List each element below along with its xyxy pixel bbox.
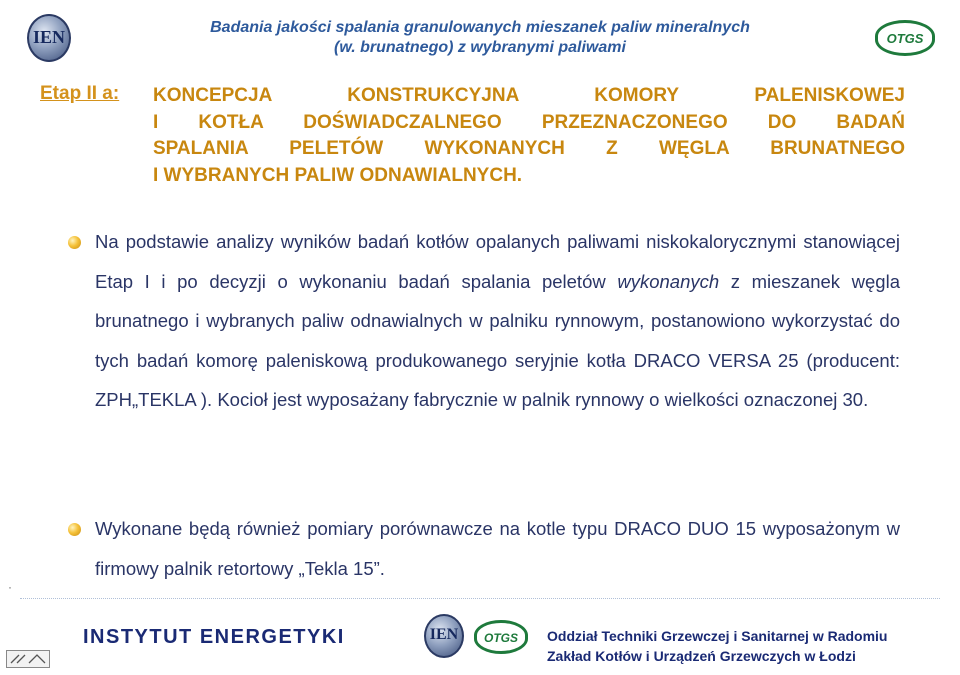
stage-title-line4: I WYBRANYCH PALIW ODNAWIALNYCH. xyxy=(153,164,523,186)
header-title xyxy=(140,18,820,58)
footer-institute: INSTYTUT ENERGETYKI xyxy=(83,626,345,648)
stage-title xyxy=(153,83,905,189)
otgs-logo-footer-text: OTGS xyxy=(483,631,518,645)
header-title-line2: (w. brunatnego) z wybranymi paliwami xyxy=(334,39,626,56)
bullet-icon xyxy=(68,236,81,249)
paragraph-1-italic: wykonanych xyxy=(617,270,720,292)
ien-logo-footer-text: IEN xyxy=(429,626,459,643)
header-title-line1: Badania jakości spalania granulowanych mieszanek paliw mineralnych xyxy=(210,19,750,36)
bullet-icon xyxy=(68,523,81,536)
footer-divider xyxy=(20,598,940,599)
footer-department-line2: Zakład Kotłów i Urządzeń Grzewczych w Łodzi xyxy=(547,648,856,664)
stage-title-line1: KONCEPCJA KONSTRUKCYJNA KOMORY PALENISKOWEJ xyxy=(153,85,905,106)
slide-navigation-icon[interactable] xyxy=(6,650,50,668)
stage-title-line2: I KOTŁA DOŚWIADCZALNEGO PRZEZNACZONEGO DO BADAŃ xyxy=(153,111,905,133)
ien-logo-text: IEN xyxy=(32,27,65,47)
footer-department-line1: Oddział Techniki Grzewczej i Sanitarnej w Radomiu xyxy=(547,628,888,644)
ien-logo-header xyxy=(27,14,71,62)
otgs-logo-header xyxy=(875,20,935,56)
otgs-logo-footer xyxy=(474,620,528,654)
paragraph-1-text-a: Na podstawie analizy wyników badań kotłów opalanych paliwami niskokalorycznymi stanowiącej Etap I i po decyzji o wykonaniu badań spalania peletów xyxy=(95,231,900,292)
paragraph-2: Wykonane będą również pomiary porównawcze na kotle typu DRACO DUO 15 wyposażonym w firmowy palnik retortowy „Tekla 15”. xyxy=(95,518,900,579)
stage-title-line3: SPALANIA PELETÓW WYKONANYCH Z WĘGLA BRUNATNEGO xyxy=(153,138,905,159)
footer-department xyxy=(547,626,887,666)
otgs-logo-text: OTGS xyxy=(886,31,924,46)
paragraph-1-text-b: z mieszanek węgla brunatnego i wybranych paliw odnawialnych w palniku rynnowym, postanowiono wykorzystać do tych badań komorę paleniskową produkowanego seryjnie kotła DRACO VERSA 25 (producent: ZPH„TEKLA ). Kocioł jest wyposażany fabrycznie w palnik rynnowy o wielkości oznaczonej 30. xyxy=(95,270,900,410)
paragraph-1 xyxy=(95,222,900,420)
ien-logo-footer xyxy=(424,614,464,658)
stage-label: Etap II a: xyxy=(40,83,120,104)
corner-arrow-icon: · xyxy=(8,580,12,594)
